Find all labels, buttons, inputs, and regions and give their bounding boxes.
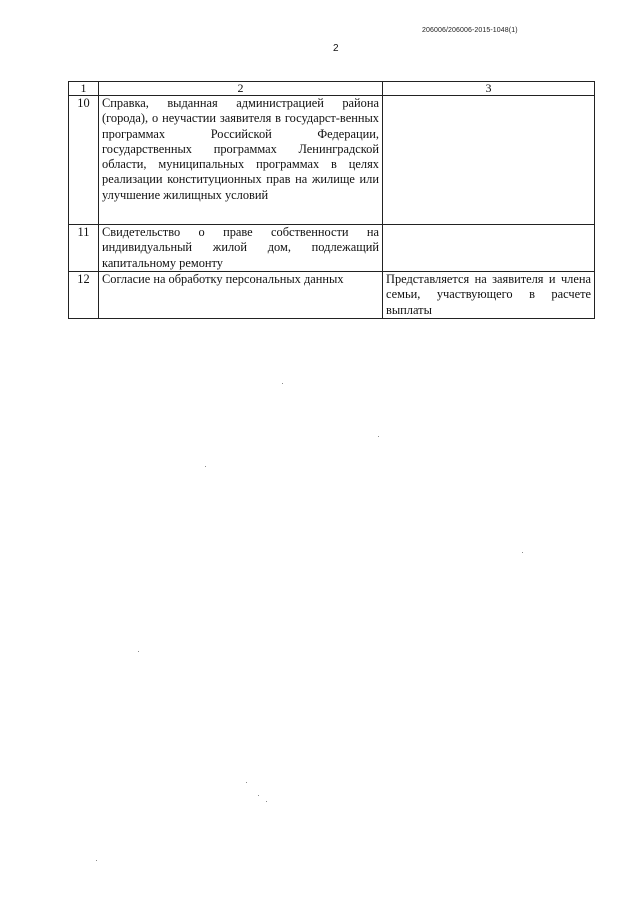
row-number: 11 <box>69 225 99 272</box>
table-header-row <box>69 82 595 96</box>
scan-speck <box>258 795 259 796</box>
document-code: 206006/206006-2015-1048(1) <box>422 27 518 34</box>
document-note <box>383 225 595 272</box>
scan-speck <box>266 801 267 802</box>
page-number: 2 <box>333 43 339 54</box>
document-name: Согласие на обработку персональных данных <box>99 272 383 319</box>
document-name: Справка, выданная администрацией района (города), о неучастии заявителя в государст-венных программах Российской Федерации, государственных программах Ленинградской области, муниципальных программах в целях реализации конституционных прав на жилище или улучшение жилищных условий <box>99 96 383 225</box>
scan-speck <box>96 860 97 861</box>
row-number: 10 <box>69 96 99 225</box>
header-cell: 2 <box>99 82 383 96</box>
scan-speck <box>205 466 206 467</box>
scan-speck <box>246 782 247 783</box>
document-note <box>383 96 595 225</box>
scan-speck <box>522 552 523 553</box>
table-row <box>69 96 595 225</box>
document-name: Свидетельство о праве собственности на индивидуальный жилой дом, подлежащий капитальному ремонту <box>99 225 383 272</box>
row-number: 12 <box>69 272 99 319</box>
table-row <box>69 272 595 319</box>
documents-table <box>68 81 595 319</box>
document-note: Представляется на заявителя и члена семьи, участвующего в расчете выплаты <box>383 272 595 319</box>
scan-speck <box>378 436 379 437</box>
header-cell: 1 <box>69 82 99 96</box>
scan-speck <box>138 651 139 652</box>
header-cell: 3 <box>383 82 595 96</box>
scan-speck <box>282 383 283 384</box>
table-row <box>69 225 595 272</box>
